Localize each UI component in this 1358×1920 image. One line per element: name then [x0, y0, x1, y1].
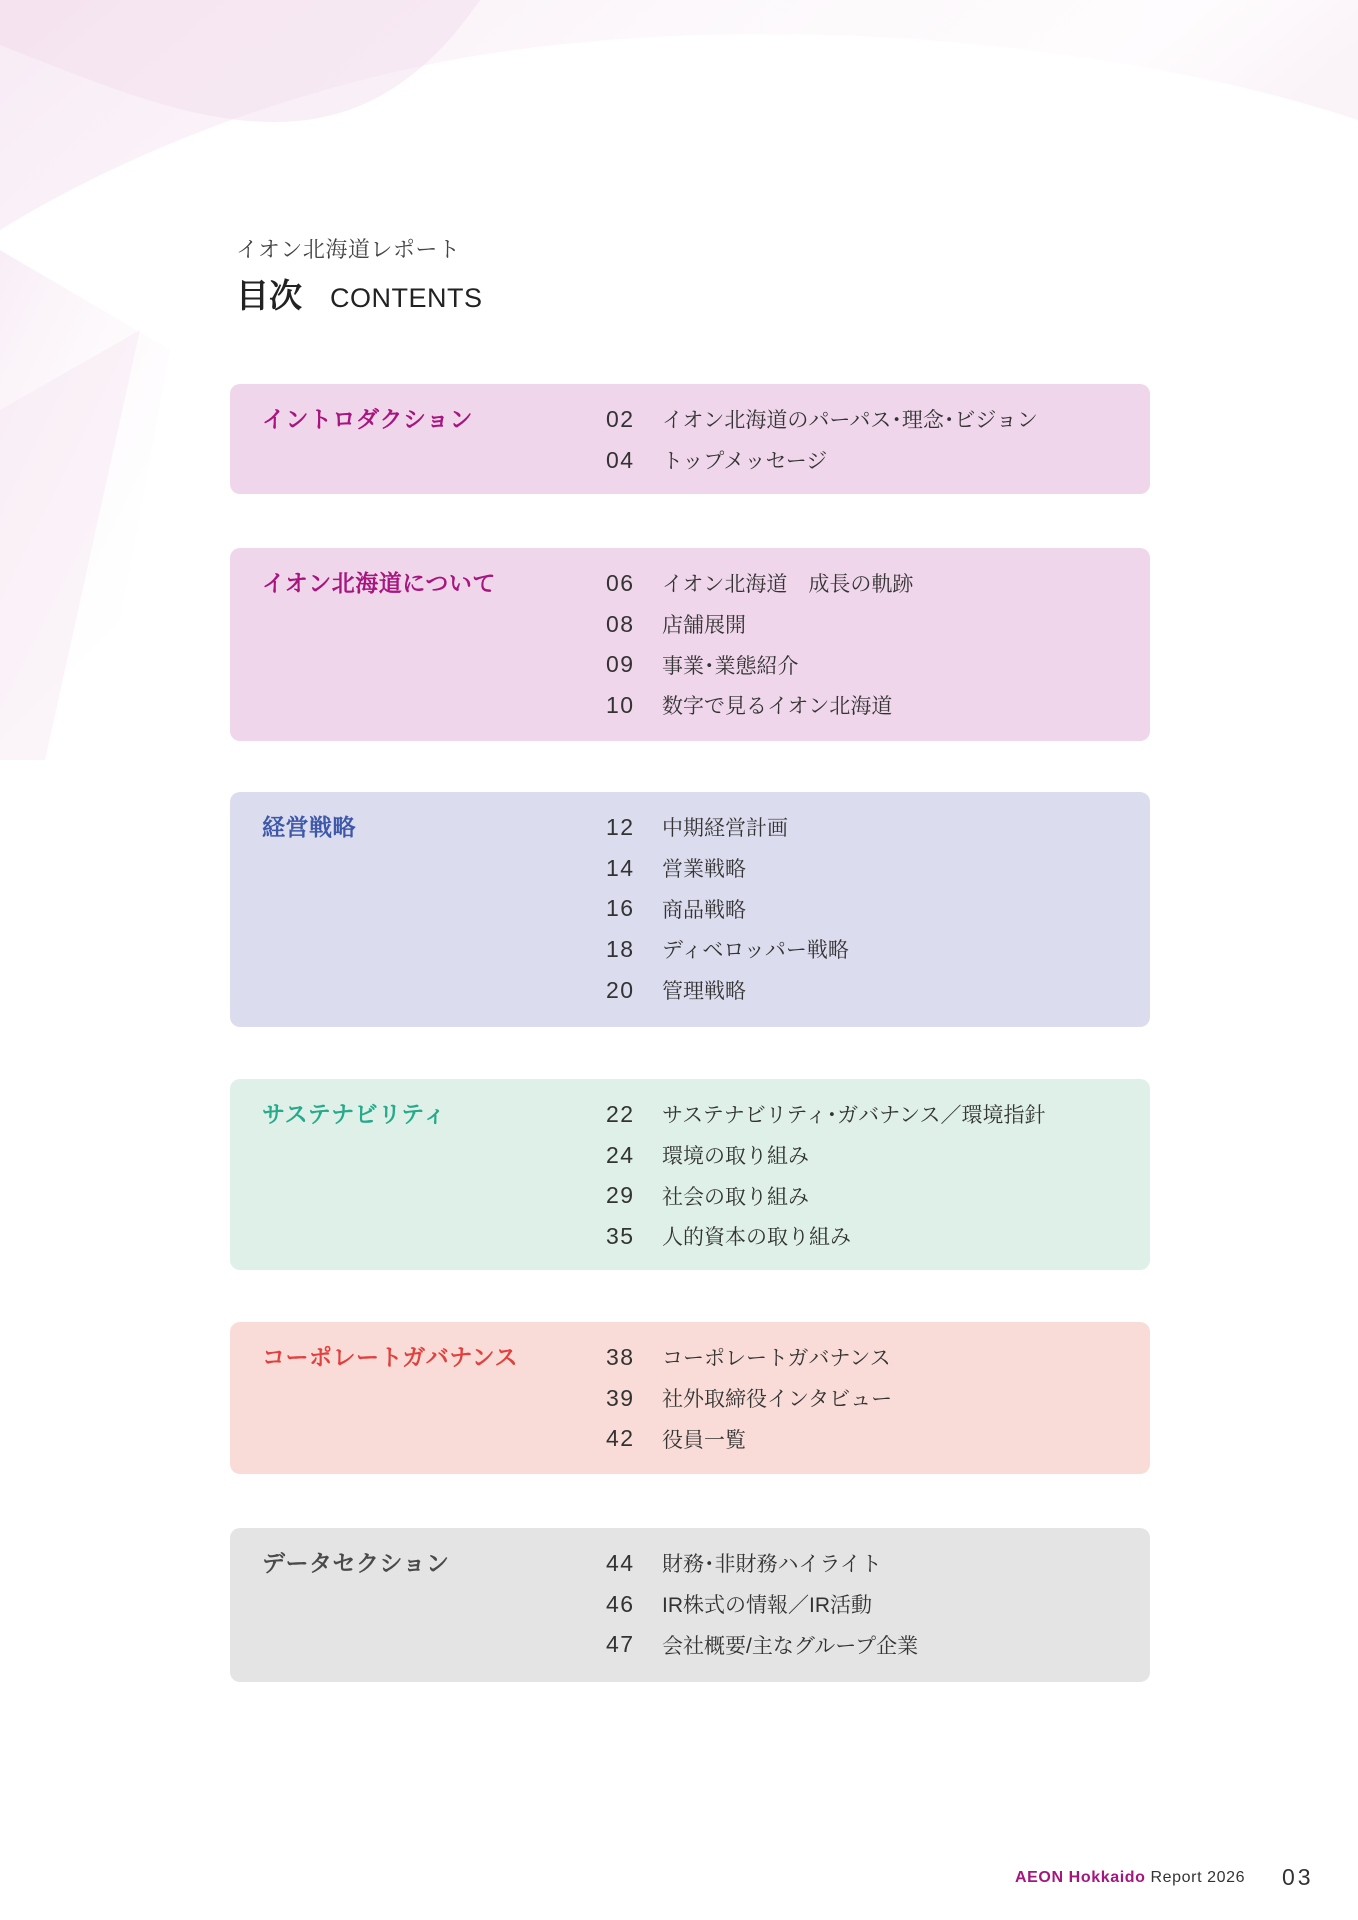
toc-item[interactable] [606, 929, 849, 970]
page-number: 04 [606, 446, 635, 473]
section-title: コーポレートガバナンス [262, 1344, 518, 1370]
toc-section-data [230, 1528, 1150, 1682]
toc-item-list [606, 1094, 1045, 1257]
toc-item[interactable] [606, 604, 913, 645]
toc-item[interactable] [606, 1378, 892, 1419]
page-number: 12 [606, 813, 635, 840]
toc-section-strategy [230, 792, 1150, 1027]
page-number: 44 [606, 1549, 635, 1576]
toc-item[interactable] [606, 1337, 892, 1378]
toc-item-list [606, 399, 1038, 480]
page-number: 09 [606, 651, 635, 678]
footer-report-title: Report 2026 [1150, 1869, 1246, 1886]
section-title: サステナビリティ [262, 1101, 447, 1127]
report-subtitle: イオン北海道レポート [236, 237, 461, 262]
toc-section-sustainability [230, 1079, 1150, 1270]
page-number: 02 [606, 405, 635, 432]
page-title-japanese: 目次 [236, 277, 302, 314]
toc-item[interactable] [606, 1094, 1045, 1135]
footer-brand: AEON Hokkaido [1015, 1869, 1146, 1886]
toc-item[interactable] [606, 1135, 1045, 1176]
toc-item-label: 中期経営計画 [662, 817, 788, 841]
page-number: 10 [606, 691, 635, 718]
toc-item-label: 会社概要/主なグループ企業 [662, 1634, 919, 1658]
toc-item[interactable] [606, 1543, 918, 1584]
toc-item-label: 社外取締役インタビュー [662, 1388, 893, 1412]
toc-item[interactable] [606, 807, 849, 848]
toc-item[interactable] [606, 563, 913, 604]
toc-item-label: 営業戦略 [662, 858, 746, 882]
toc-section-about [230, 548, 1150, 741]
toc-item-label: イオン北海道のパーパス･理念･ビジョン [662, 409, 1038, 433]
toc-item[interactable] [606, 685, 913, 726]
page-title [236, 270, 483, 317]
toc-item[interactable] [606, 644, 913, 685]
toc-item[interactable] [606, 1216, 1045, 1257]
section-title: イントロダクション [262, 406, 474, 432]
section-title: 経営戦略 [262, 814, 356, 840]
page-number: 47 [606, 1631, 635, 1658]
page-number: 39 [606, 1384, 635, 1411]
toc-item[interactable] [606, 888, 849, 929]
toc-item[interactable] [606, 1624, 918, 1665]
toc-item[interactable] [606, 1418, 892, 1459]
toc-item[interactable] [606, 1175, 1045, 1216]
footer-report-name [1015, 1869, 1245, 1887]
page-number-footer: 03 [1282, 1864, 1314, 1890]
toc-item[interactable] [606, 970, 849, 1011]
section-title: イオン北海道について [262, 570, 496, 596]
toc-item-label: 役員一覧 [662, 1428, 746, 1452]
page-number: 42 [606, 1425, 635, 1452]
toc-section-introduction [230, 384, 1150, 494]
page-number: 20 [606, 976, 635, 1003]
toc-item-label: 商品戦略 [662, 898, 746, 922]
toc-item-label: コーポレートガバナンス [662, 1347, 891, 1371]
toc-item-label: 財務･非財務ハイライト [662, 1553, 882, 1577]
toc-item-label: 社会の取り組み [662, 1185, 809, 1209]
toc-item-list [606, 563, 913, 726]
page-number: 08 [606, 610, 635, 637]
toc-item[interactable] [606, 1584, 918, 1625]
page-number: 35 [606, 1222, 635, 1249]
page-number: 29 [606, 1182, 635, 1209]
toc-item-label: 事業･業態紹介 [662, 654, 799, 678]
page-number: 14 [606, 854, 635, 881]
page-number: 18 [606, 935, 635, 962]
page-title-english: CONTENTS [330, 283, 483, 313]
toc-section-governance [230, 1322, 1150, 1474]
toc-item[interactable] [606, 440, 1038, 481]
toc-item-label: サステナビリティ･ガバナンス／環境指針 [662, 1104, 1046, 1128]
page-number: 46 [606, 1590, 635, 1617]
page-number: 38 [606, 1343, 635, 1370]
toc-item-label: ディベロッパー戦略 [662, 939, 849, 963]
toc-item-label: 環境の取り組み [662, 1145, 809, 1169]
page-number: 06 [606, 569, 635, 596]
toc-item-label: 人的資本の取り組み [662, 1226, 851, 1250]
toc-item[interactable] [606, 399, 1038, 440]
toc-item-label: 店舗展開 [662, 614, 746, 638]
toc-item-label: IR株式の情報／IR活動 [662, 1594, 872, 1618]
toc-item-label: 管理戦略 [662, 980, 746, 1004]
toc-item-list [606, 807, 849, 1010]
toc-item-label: イオン北海道 成長の軌跡 [662, 573, 914, 597]
toc-item-list [606, 1337, 892, 1459]
page-number: 24 [606, 1141, 635, 1168]
toc-item[interactable] [606, 848, 849, 889]
section-title: データセクション [262, 1550, 450, 1576]
toc-item-list [606, 1543, 918, 1665]
toc-item-label: 数字で見るイオン北海道 [662, 695, 893, 719]
page-number: 22 [606, 1100, 635, 1127]
page-number: 16 [606, 895, 635, 922]
toc-item-label: トップメッセージ [662, 450, 828, 474]
